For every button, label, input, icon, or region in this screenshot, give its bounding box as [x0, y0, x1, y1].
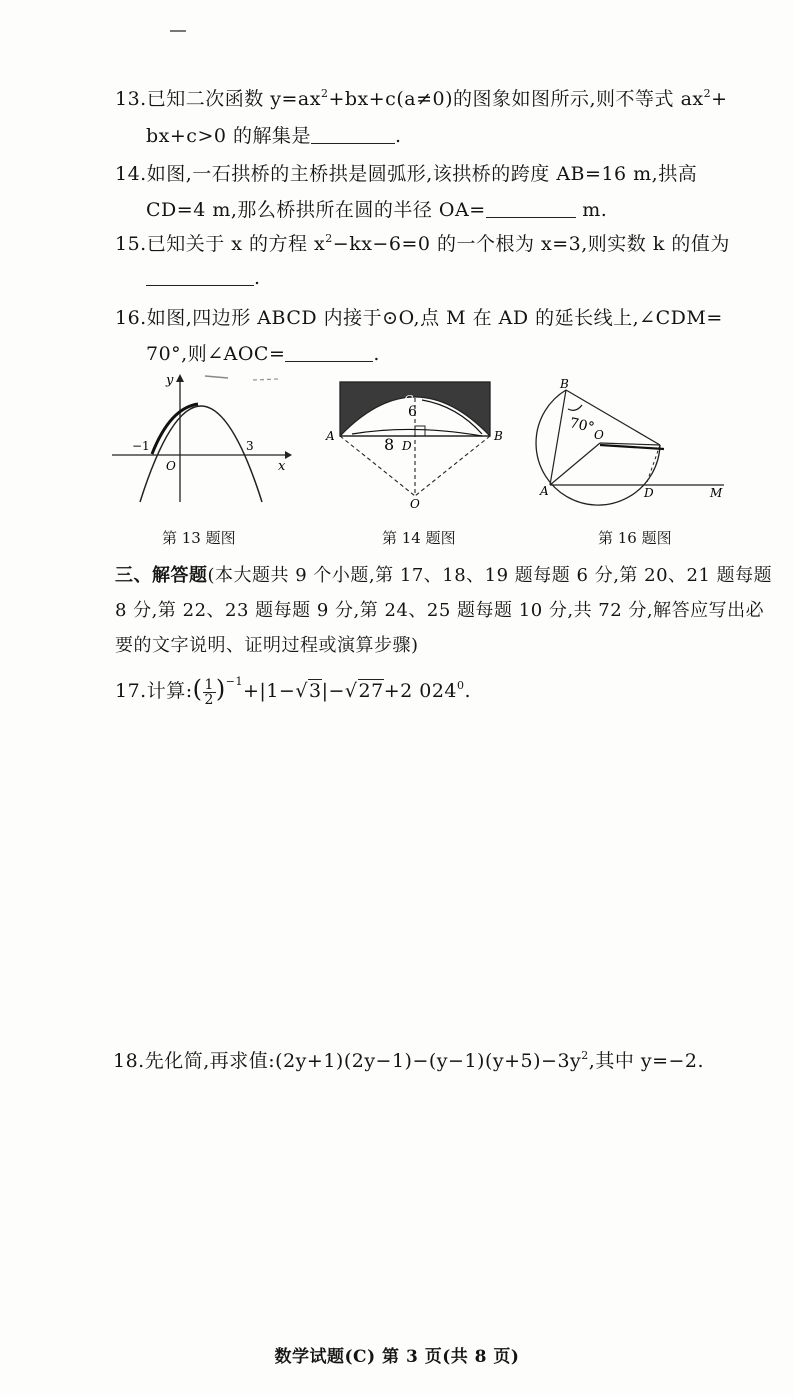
q17-number: 17.: [115, 680, 147, 702]
fig16-ab: [550, 390, 566, 485]
fig14-label-c: C: [404, 393, 414, 407]
q15-line2: .: [146, 265, 261, 291]
fig16-label-o: O: [594, 428, 604, 442]
section3-line2: 8 分,第 22、23 题每题 9 分,第 24、25 题每题 10 分,共 72 分,解答应写出必: [115, 600, 765, 621]
q17-fraction: $\frac{1}{2}$: [204, 676, 214, 708]
q14-number: 14.: [115, 163, 147, 185]
fig16-hand-angle: 70°: [568, 415, 596, 437]
section3-title: 三、解答题: [115, 565, 208, 586]
q18-line: 18.先化简,再求值$:(2y+1)(2y-1)-(y-1)(y+5)-3y^2$,其中 y=−2.: [113, 1049, 705, 1072]
q13-answer-blank[interactable]: [311, 125, 395, 144]
fig16-cd-dash: [646, 445, 660, 485]
fig13-origin-label: O: [166, 459, 176, 473]
fig13-right-root: 3: [246, 439, 254, 453]
q17-line: 17.计算:( $\frac{1}{2}$ )$^{-1}$+|1−√3|−√27+2 $024^0$.: [115, 675, 472, 708]
fig16-oa: [550, 443, 600, 485]
q14-line2: CD=4 m,那么桥拱所在圆的半径 OA= m.: [146, 199, 608, 221]
fig14-pen-line: [352, 429, 482, 436]
fig13-y-label: y: [166, 373, 174, 388]
fig14-label-a: A: [326, 429, 335, 443]
q14-answer-blank[interactable]: [486, 199, 576, 218]
fig13-x-arrow: [285, 451, 292, 459]
fig13-x-label: x: [278, 459, 286, 474]
q13-line2: bx+c>0 的解集是 .: [146, 125, 402, 147]
fig13-scribble-2: [253, 379, 278, 380]
fig13-caption: 第 13 题图: [162, 529, 236, 547]
q16-line1: 16.如图,四边形 ABCD 内接于⊙O,点 M 在 AD 的延长线上,∠CDM=: [115, 307, 723, 329]
fig16-caption: 第 16 题图: [598, 529, 672, 547]
fig14-label-d: D: [402, 439, 412, 453]
q15-number: 15.: [115, 233, 147, 255]
q15-line1: 15.已知关于 x 的方程 $x^2-kx-6=0$ 的一个根为 x=3,则实数 k 的值为: [115, 232, 730, 255]
fig14-hand-c: 6: [408, 404, 417, 420]
section3-line3: 要的文字说明、证明过程或演算步骤): [115, 635, 419, 656]
fig16-circle-quadrilateral: [536, 375, 736, 510]
fig13-scribble-1: [205, 376, 228, 378]
fig14-ob: [415, 436, 490, 496]
scan-mark: [170, 30, 186, 32]
fig13-parabola-graph: [110, 370, 290, 505]
fig14-hand-8: 8: [384, 435, 395, 454]
fig16-label-m: M: [710, 486, 723, 500]
page-footer: 数学试题(C) 第 3 页(共 8 页): [274, 1347, 520, 1367]
fig13-y-arrow: [176, 374, 184, 382]
fig13-left-root: −1: [132, 439, 150, 453]
q16-line2: 70°,则∠AOC= .: [146, 343, 380, 365]
q15-answer-blank[interactable]: [146, 267, 254, 286]
fig14-label-b: B: [494, 429, 503, 443]
q16-answer-blank[interactable]: [285, 343, 373, 362]
fig13-pen-trace: [152, 404, 198, 454]
q16-number: 16.: [115, 307, 147, 329]
q14-line1: 14.如图,一石拱桥的主桥拱是圆弧形,该拱桥的跨度 AB=16 m,拱高: [115, 163, 698, 185]
q13-number: 13.: [115, 88, 147, 110]
fig16-angle-arc: [568, 405, 582, 410]
q18-number: 18.: [113, 1050, 145, 1072]
fig14-label-o: O: [410, 497, 420, 511]
fig13-parabola: [140, 406, 262, 502]
fig16-pen-trace: [600, 445, 664, 449]
fig16-label-b: B: [560, 377, 569, 391]
fig14-caption: 第 14 题图: [382, 529, 456, 547]
fig16-label-a: A: [540, 484, 549, 498]
q13-line1: 13.已知二次函数 $y=ax^2+bx+c(a\ne 0)$的图象如图所示,则不等式 $ax^2+$: [115, 87, 728, 110]
fig16-label-d: D: [644, 486, 654, 500]
fig14-arch-bridge: [322, 378, 510, 513]
section3-line1: 三、解答题(本大题共 9 个小题,第 17、18、19 题每题 6 分,第 20、21 题每题: [115, 565, 773, 586]
fig14-right-angle: [415, 426, 425, 436]
